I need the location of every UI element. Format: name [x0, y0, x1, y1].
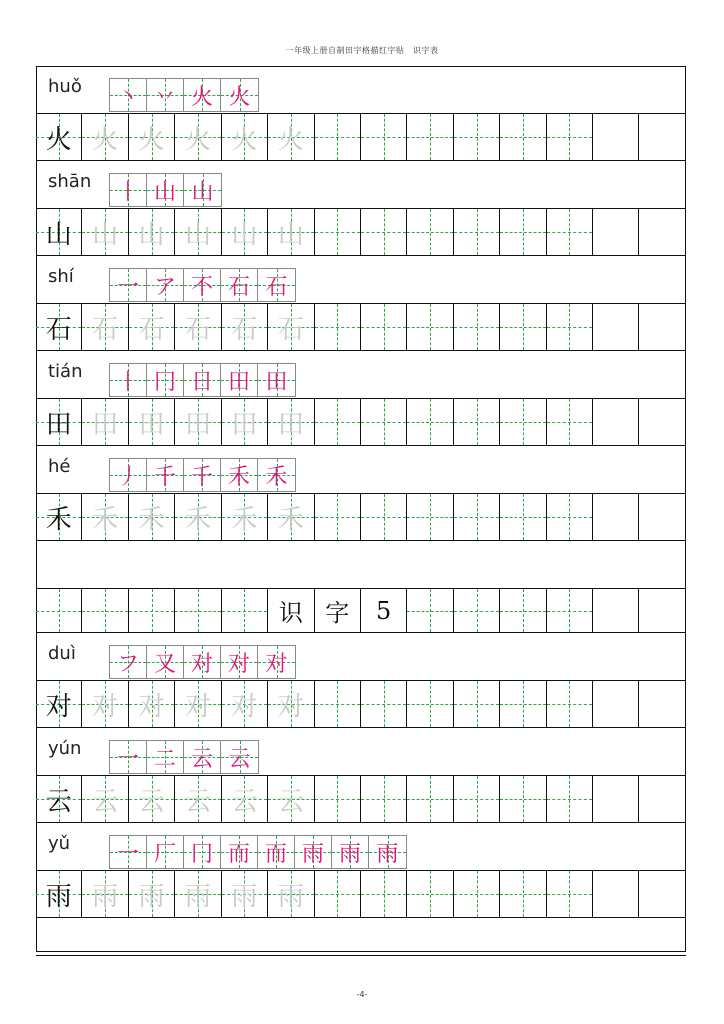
trace-character	[222, 681, 268, 727]
practice-cell	[361, 209, 407, 255]
stroke-step-glyph: 石	[227, 274, 250, 300]
stroke-step-glyph: 石	[265, 274, 288, 300]
trace-character	[222, 209, 268, 255]
stroke-step	[258, 836, 295, 868]
title-cell	[547, 589, 593, 632]
stroke-step	[147, 174, 184, 206]
practice-cell	[639, 494, 685, 540]
trace-character	[175, 871, 221, 917]
trace-character-text: 山	[138, 219, 165, 250]
section-title-char: 识	[278, 599, 303, 627]
pinyin-row	[36, 66, 686, 114]
trace-character	[129, 114, 175, 160]
writing-row	[36, 776, 686, 823]
practice-cell	[500, 209, 546, 255]
practice-cell	[500, 304, 546, 350]
trace-character	[268, 304, 314, 350]
stroke-step	[110, 741, 147, 773]
trace-character	[268, 871, 314, 917]
stroke-step-glyph: 对	[227, 651, 250, 677]
stroke-step-glyph: 雨	[301, 841, 324, 867]
stroke-step	[147, 79, 184, 111]
practice-cell	[500, 871, 546, 917]
model-character	[36, 871, 82, 917]
stroke-step	[221, 79, 258, 111]
stroke-step-glyph: 雨	[376, 841, 399, 867]
trace-character	[175, 399, 221, 445]
pinyin-row	[36, 256, 686, 304]
stroke-order-box	[109, 740, 259, 774]
practice-cell	[454, 209, 500, 255]
practice-cell	[315, 681, 361, 727]
stroke-order-box	[109, 268, 296, 302]
section-title-char: 字	[325, 599, 350, 627]
trace-character-text: 对	[92, 691, 119, 722]
page-header: 一年级上册自制田字格描红字贴 识字表	[285, 46, 439, 55]
trace-character-text: 山	[277, 219, 304, 250]
model-character-text: 对	[45, 691, 72, 722]
practice-cell	[315, 114, 361, 160]
practice-cell	[407, 304, 453, 350]
practice-cell	[407, 494, 453, 540]
trace-character-text: 对	[138, 691, 165, 722]
trace-character-text: 对	[184, 691, 211, 722]
trace-character	[82, 494, 128, 540]
trace-character	[175, 681, 221, 727]
stroke-step-glyph: 云	[190, 746, 213, 772]
trace-character-text: 云	[184, 786, 211, 817]
pinyin-row	[36, 728, 686, 776]
practice-cell	[315, 304, 361, 350]
trace-character	[129, 681, 175, 727]
practice-cell	[454, 494, 500, 540]
stroke-step-glyph: 山	[191, 179, 214, 205]
practice-cell	[361, 304, 407, 350]
writing-row	[36, 681, 686, 728]
pinyin-label: huǒ	[48, 76, 82, 97]
practice-cell	[407, 114, 453, 160]
trace-character-text: 雨	[92, 881, 119, 912]
stroke-step	[221, 459, 258, 491]
model-character	[36, 114, 82, 160]
trace-character-text: 石	[277, 314, 304, 345]
stroke-step-glyph: 一	[116, 274, 139, 300]
trace-character	[175, 494, 221, 540]
title-cell	[407, 589, 453, 632]
trace-character	[82, 681, 128, 727]
practice-cell	[593, 304, 639, 350]
stroke-step	[147, 741, 184, 773]
stroke-step	[184, 269, 221, 301]
stroke-step-glyph: 而	[227, 841, 250, 867]
stroke-step-glyph: 田	[265, 369, 288, 395]
practice-cell	[500, 681, 546, 727]
trace-character	[82, 399, 128, 445]
practice-cell	[361, 494, 407, 540]
stroke-order-box	[109, 458, 296, 492]
stroke-step	[110, 269, 147, 301]
model-character-text: 禾	[45, 504, 72, 535]
stroke-step-glyph: 雨	[338, 841, 361, 867]
pinyin-row	[36, 633, 686, 681]
trace-character-text: 禾	[92, 504, 119, 535]
practice-cell	[361, 871, 407, 917]
practice-cell	[547, 209, 593, 255]
practice-cell	[454, 871, 500, 917]
stroke-step	[110, 79, 147, 111]
stroke-step-glyph: 不	[190, 274, 213, 300]
practice-cell	[639, 681, 685, 727]
stroke-step-glyph: 丷	[153, 84, 176, 110]
practice-cell	[500, 399, 546, 445]
stroke-step	[184, 741, 221, 773]
stroke-step	[147, 459, 184, 491]
section-title-row	[36, 589, 686, 633]
stroke-step	[110, 459, 147, 491]
stroke-step-glyph: 丨	[116, 179, 139, 205]
writing-row	[36, 114, 686, 161]
trace-character-text: 雨	[277, 881, 304, 912]
pinyin-label: shí	[48, 266, 74, 287]
pinyin-label: yún	[48, 738, 82, 759]
trace-character	[268, 494, 314, 540]
stroke-step-glyph: 千	[190, 464, 213, 490]
stroke-step	[221, 836, 258, 868]
trace-character	[129, 399, 175, 445]
pinyin-row	[36, 823, 686, 871]
practice-cell	[639, 209, 685, 255]
practice-cell	[639, 304, 685, 350]
practice-cell	[639, 114, 685, 160]
trace-character	[268, 114, 314, 160]
stroke-step-glyph: 田	[227, 369, 250, 395]
stroke-order-box	[109, 363, 296, 397]
trace-character-text: 石	[184, 314, 211, 345]
trace-character-text: 云	[138, 786, 165, 817]
trace-character	[175, 776, 221, 822]
page-number: -4-	[356, 990, 368, 999]
stroke-step	[184, 174, 221, 206]
practice-cell	[454, 681, 500, 727]
stroke-step-glyph: 冂	[190, 841, 213, 867]
stroke-step	[258, 269, 295, 301]
bottom-rule	[36, 955, 686, 956]
stroke-step-glyph: フ	[116, 651, 139, 677]
stroke-step-glyph: 二	[153, 746, 176, 772]
pinyin-row	[36, 446, 686, 494]
stroke-step	[221, 364, 258, 396]
trace-character	[82, 114, 128, 160]
model-character-text: 火	[45, 124, 72, 155]
stroke-order-box	[109, 173, 222, 207]
stroke-step-glyph: 禾	[265, 464, 288, 490]
trace-character-text: 田	[184, 409, 211, 440]
trace-character	[129, 776, 175, 822]
model-character	[36, 494, 82, 540]
stroke-step	[295, 836, 332, 868]
trace-character	[222, 494, 268, 540]
practice-cell	[547, 494, 593, 540]
practice-cell	[500, 114, 546, 160]
pinyin-label: yǔ	[48, 833, 71, 854]
practice-cell	[547, 399, 593, 445]
title-cell	[222, 589, 268, 632]
trace-character	[222, 304, 268, 350]
practice-cell	[593, 494, 639, 540]
title-cell	[268, 589, 314, 632]
stroke-order-box	[109, 78, 259, 112]
model-character	[36, 209, 82, 255]
practice-cell	[454, 304, 500, 350]
stroke-step-glyph: 对	[190, 651, 213, 677]
stroke-step	[110, 364, 147, 396]
practice-cell	[315, 776, 361, 822]
practice-cell	[547, 776, 593, 822]
trace-character-text: 禾	[138, 504, 165, 535]
practice-cell	[593, 681, 639, 727]
trace-character	[82, 776, 128, 822]
pinyin-row	[36, 161, 686, 209]
title-cell	[639, 589, 685, 632]
pinyin-label: duì	[48, 643, 76, 664]
trace-character	[82, 209, 128, 255]
trace-character-text: 石	[138, 314, 165, 345]
trace-character-text: 云	[92, 786, 119, 817]
stroke-step-glyph: 一	[116, 746, 139, 772]
stroke-step	[221, 741, 258, 773]
stroke-step	[147, 836, 184, 868]
stroke-step	[110, 836, 147, 868]
practice-cell	[593, 776, 639, 822]
trace-character-text: 石	[92, 314, 119, 345]
stroke-step-glyph: 冂	[153, 369, 176, 395]
trace-character	[222, 776, 268, 822]
practice-cell	[547, 871, 593, 917]
trace-character-text: 山	[184, 219, 211, 250]
trace-character-text: 田	[138, 409, 165, 440]
practice-cell	[361, 776, 407, 822]
stroke-step	[221, 646, 258, 678]
practice-cell	[547, 304, 593, 350]
practice-cell	[639, 776, 685, 822]
practice-cell	[407, 681, 453, 727]
practice-cell	[593, 114, 639, 160]
stroke-step	[258, 459, 295, 491]
title-cell	[361, 589, 407, 632]
practice-cell	[315, 399, 361, 445]
stroke-step	[184, 364, 221, 396]
trace-character	[175, 209, 221, 255]
trace-character	[222, 114, 268, 160]
practice-cell	[593, 399, 639, 445]
trace-character-text: 云	[277, 786, 304, 817]
stroke-step-glyph: 日	[190, 369, 213, 395]
title-cell	[454, 589, 500, 632]
trace-character-text: 云	[231, 786, 258, 817]
stroke-step	[184, 646, 221, 678]
practice-cell	[454, 776, 500, 822]
stroke-step-glyph: 千	[153, 464, 176, 490]
stroke-order-box	[109, 835, 407, 869]
practice-cell	[454, 399, 500, 445]
practice-cell	[315, 871, 361, 917]
stroke-step-glyph: 一	[116, 841, 139, 867]
stroke-step	[369, 836, 406, 868]
stroke-step-glyph: 而	[264, 841, 287, 867]
practice-cell	[454, 114, 500, 160]
trace-character	[175, 114, 221, 160]
stroke-step	[147, 364, 184, 396]
practice-cell	[315, 209, 361, 255]
trace-character-text: 石	[231, 314, 258, 345]
stroke-step	[258, 364, 295, 396]
stroke-step-glyph: 火	[190, 84, 213, 110]
pinyin-label: tián	[48, 361, 83, 382]
trace-character	[268, 776, 314, 822]
trace-character-text: 禾	[277, 504, 304, 535]
stroke-step-glyph: 又	[153, 651, 176, 677]
stroke-step-glyph: 山	[153, 179, 176, 205]
model-character	[36, 776, 82, 822]
model-character	[36, 681, 82, 727]
practice-cell	[407, 871, 453, 917]
title-cell	[593, 589, 639, 632]
stroke-step	[184, 79, 221, 111]
practice-cell	[547, 114, 593, 160]
trace-character-text: 对	[231, 691, 258, 722]
stroke-step-glyph: 火	[228, 84, 251, 110]
model-character-text: 云	[45, 786, 72, 817]
title-cell	[129, 589, 175, 632]
practice-cell	[500, 494, 546, 540]
stroke-step	[184, 836, 221, 868]
blank-row	[36, 541, 686, 589]
trace-character	[222, 399, 268, 445]
trace-character-text: 禾	[231, 504, 258, 535]
practice-cell	[593, 871, 639, 917]
trace-character-text: 火	[138, 124, 165, 155]
writing-row	[36, 304, 686, 351]
trace-character	[129, 304, 175, 350]
practice-cell	[361, 114, 407, 160]
trace-character-text: 山	[231, 219, 258, 250]
trace-character-text: 田	[277, 409, 304, 440]
trace-character-text: 雨	[231, 881, 258, 912]
trace-character	[129, 871, 175, 917]
practice-cell	[361, 399, 407, 445]
trace-character	[82, 304, 128, 350]
stroke-step-glyph: 丨	[116, 369, 139, 395]
trace-character-text: 火	[277, 124, 304, 155]
model-character-text: 田	[45, 409, 72, 440]
stroke-order-box	[109, 645, 296, 679]
model-character	[36, 304, 82, 350]
model-character-text: 雨	[45, 881, 72, 912]
trace-character	[268, 399, 314, 445]
practice-cell	[547, 681, 593, 727]
practice-cell	[500, 776, 546, 822]
trace-character-text: 火	[184, 124, 211, 155]
trace-character-text: 雨	[184, 881, 211, 912]
stroke-step-glyph: 禾	[227, 464, 250, 490]
section-title-char: 5	[376, 596, 392, 625]
title-cell	[36, 589, 82, 632]
trace-character	[268, 209, 314, 255]
trace-character-text: 火	[231, 124, 258, 155]
stroke-step	[147, 269, 184, 301]
practice-cell	[407, 209, 453, 255]
trace-character-text: 对	[277, 691, 304, 722]
practice-cell	[639, 871, 685, 917]
stroke-step-glyph: 丶	[116, 84, 139, 110]
model-character-text: 石	[45, 314, 72, 345]
trace-character	[222, 871, 268, 917]
trace-character-text: 山	[92, 219, 119, 250]
model-character	[36, 399, 82, 445]
writing-row	[36, 209, 686, 256]
trace-character	[175, 304, 221, 350]
writing-row	[36, 871, 686, 918]
trace-character-text: 雨	[138, 881, 165, 912]
title-cell	[82, 589, 128, 632]
stroke-step-glyph: 厂	[153, 841, 176, 867]
practice-cell	[593, 209, 639, 255]
stroke-step-glyph: 丿	[116, 464, 139, 490]
trace-character-text: 田	[231, 409, 258, 440]
trace-character	[82, 871, 128, 917]
stroke-step	[184, 459, 221, 491]
pinyin-row	[36, 351, 686, 399]
pinyin-label: hé	[48, 456, 71, 477]
trace-character-text: 火	[92, 124, 119, 155]
stroke-step-glyph: 对	[265, 651, 288, 677]
title-cell	[175, 589, 221, 632]
practice-cell	[315, 494, 361, 540]
trace-character	[129, 494, 175, 540]
stroke-step	[147, 646, 184, 678]
practice-cell	[361, 681, 407, 727]
trace-character	[268, 681, 314, 727]
trace-character-text: 禾	[184, 504, 211, 535]
trace-character-text: 田	[92, 409, 119, 440]
stroke-step	[110, 174, 147, 206]
title-cell	[315, 589, 361, 632]
practice-cell	[407, 776, 453, 822]
writing-row	[36, 399, 686, 446]
writing-row	[36, 494, 686, 541]
stroke-step-glyph: ア	[153, 274, 176, 300]
stroke-step	[258, 646, 295, 678]
stroke-step	[110, 646, 147, 678]
stroke-step	[332, 836, 369, 868]
model-character-text: 山	[45, 219, 72, 250]
stroke-step-glyph: 云	[228, 746, 251, 772]
practice-cell	[407, 399, 453, 445]
stroke-step	[221, 269, 258, 301]
pinyin-label: shān	[48, 171, 92, 192]
title-cell	[500, 589, 546, 632]
trace-character	[129, 209, 175, 255]
practice-cell	[639, 399, 685, 445]
